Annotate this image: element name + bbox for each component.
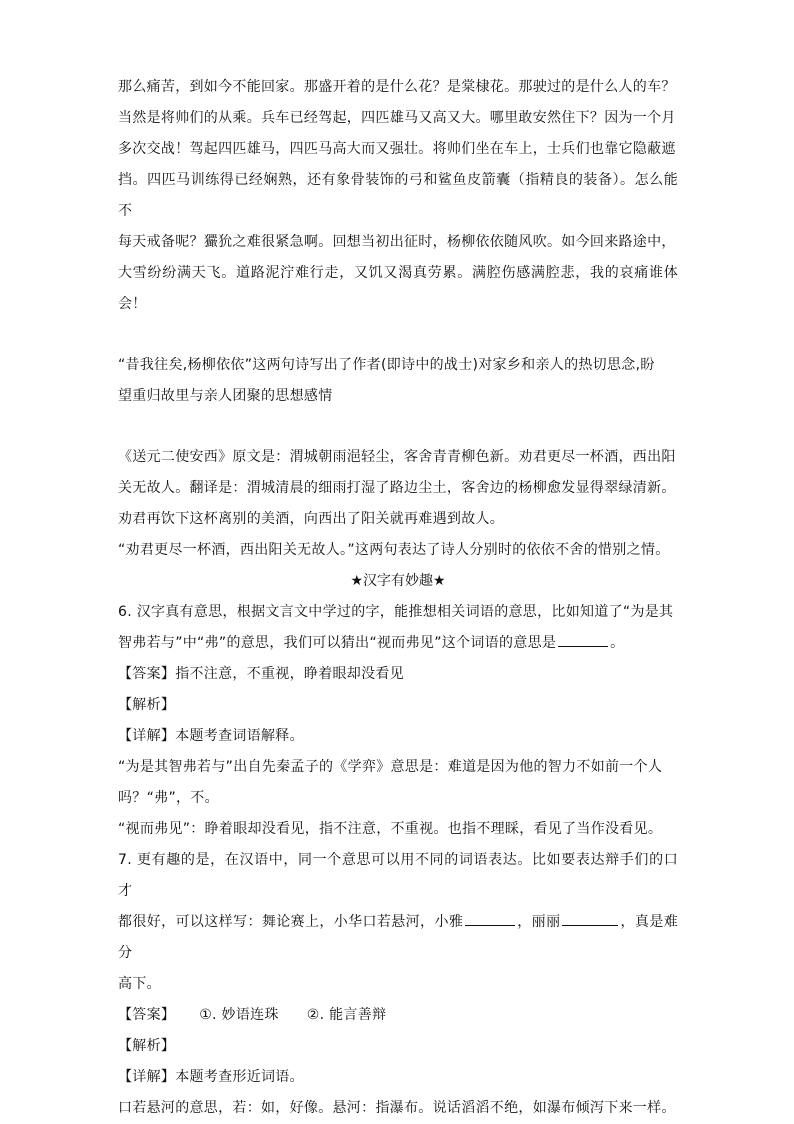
- text-line: 每天戒备呢？玁狁之难很紧急啊。回想当初出征时，杨柳依依随风吹。如今回来路途中，: [118, 234, 676, 250]
- question-text-part: 都很好，可以这样写：舞论赛上，小华口若悬河，小雅: [118, 914, 464, 930]
- question-text: 6. 汉字真有意思，根据文言文中学过的字，能推想相关词语的意思，比如知道了“为是其: [118, 604, 674, 620]
- answer-line: [118, 1000, 678, 1031]
- text-line: 大雪纷纷满天飞。道路泥泞难行走，又饥又渴真劳累。满腔伤感满腔悲，我的哀痛谁体会！: [118, 265, 678, 312]
- question-text: [118, 628, 678, 659]
- text-line: 挡。四匹马训练得已经娴熟，还有象骨装饰的弓和鲨鱼皮箭囊（指精良的装备）。怎么能不: [118, 172, 678, 219]
- text-line: 关无故人。翻译是：渭城清晨的细雨打湿了路边尘土，客舍边的杨柳愈发显得翠绿清新。: [118, 480, 676, 496]
- answer-option: ②. 能言善辩: [306, 1007, 387, 1023]
- text-line: 多次交战！驾起四匹雄马，四匹马高大而又强壮。将帅们坐在车上，士兵们也靠它隐蔽遮: [118, 141, 676, 157]
- detail-tag: 【详解】: [118, 1069, 176, 1085]
- question-text: [118, 907, 678, 969]
- detail-line: [118, 721, 678, 752]
- analysis-tag: 【解析】: [118, 697, 176, 713]
- explanation-line: 口若悬河的意思，若：如，好像。悬河：指瀑布。说话滔滔不绝，如瀑布倾泻下来一样。: [118, 1100, 676, 1116]
- section-title: ★汉字有妙趣★: [350, 573, 446, 589]
- answer-text: 指不注意，不重视，睁着眼却没看见: [175, 666, 405, 682]
- poem-paragraph: [118, 442, 678, 566]
- document-content: [118, 72, 678, 1124]
- explanation-line: “为是其智弗若与”出自先秦孟子的《学弈》意思是：难道是因为他的智力不如前一个人: [118, 759, 663, 775]
- analysis-tag: 【解析】: [118, 1038, 176, 1054]
- question-text-part: ，真是难分: [118, 914, 679, 961]
- detail-text: 本题考查形近词语。: [175, 1069, 304, 1085]
- question-text: 高下。: [118, 976, 161, 992]
- answer-blank: [558, 632, 608, 647]
- translation-paragraph: [118, 72, 678, 320]
- explanation-line: “视而弗见”：睁着眼却没看见，指不注意，不重视。也指不理睬，看见了当作没看见。: [118, 821, 663, 837]
- answer-line: [118, 659, 678, 690]
- text-line: 望重归故里与亲人团聚的思想感情: [118, 388, 333, 404]
- analysis-paragraph: [118, 350, 678, 412]
- question-text-part: ，丽丽: [517, 914, 561, 930]
- answer-blank: [465, 911, 515, 926]
- text-line: 《送元二使安西》原文是：渭城朝雨浥轻尘，客舍青青柳色新。劝君更尽一杯酒，西出阳: [118, 449, 676, 465]
- text-line: “劝君更尽一杯酒，西出阳关无故人。”这两句表达了诗人分别时的依依不舍的惜别之情。: [118, 542, 670, 558]
- question-text-part: 。: [610, 635, 625, 651]
- question-6: [118, 597, 678, 845]
- detail-line: [118, 1062, 678, 1093]
- text-line: 劝君再饮下这杯离别的美酒，向西出了阳关就再难遇到故人。: [118, 511, 505, 527]
- question-text: 7. 更有趣的是，在汉语中，同一个意思可以用不同的词语表达。比如要表达辩手们的口才: [118, 852, 678, 899]
- text-line: 那么痛苦，到如今不能回家。那盛开着的是什么花？是棠棣花。那驶过的是什么人的车？: [118, 79, 676, 95]
- text-line: 当然是将帅们的从乘。兵车已经驾起，四匹雄马又高又大。哪里敢安然住下？因为一个月: [118, 110, 676, 126]
- question-7: [118, 845, 678, 1124]
- answer-tag: 【答案】: [118, 666, 176, 682]
- answer-option: ①. 妙语连珠: [199, 1007, 279, 1023]
- detail-text: 本题考查词语解释。: [175, 728, 304, 744]
- detail-tag: 【详解】: [118, 728, 176, 744]
- answer-tag: 【答案】: [118, 1007, 176, 1023]
- text-line: “昔我往矣,杨柳依依”这两句诗写出了作者(即诗中的战士)对家乡和亲人的热切思念,盼: [118, 357, 655, 373]
- question-text-part: 智弗若与”中“弗”的意思，我们可以猜出“视而弗见”这个词语的意思是: [118, 635, 557, 651]
- answer-blank: [562, 911, 618, 926]
- spacer: [118, 412, 678, 442]
- spacer: [118, 320, 678, 350]
- explanation-line: 吗？“弗”，不。: [118, 790, 219, 806]
